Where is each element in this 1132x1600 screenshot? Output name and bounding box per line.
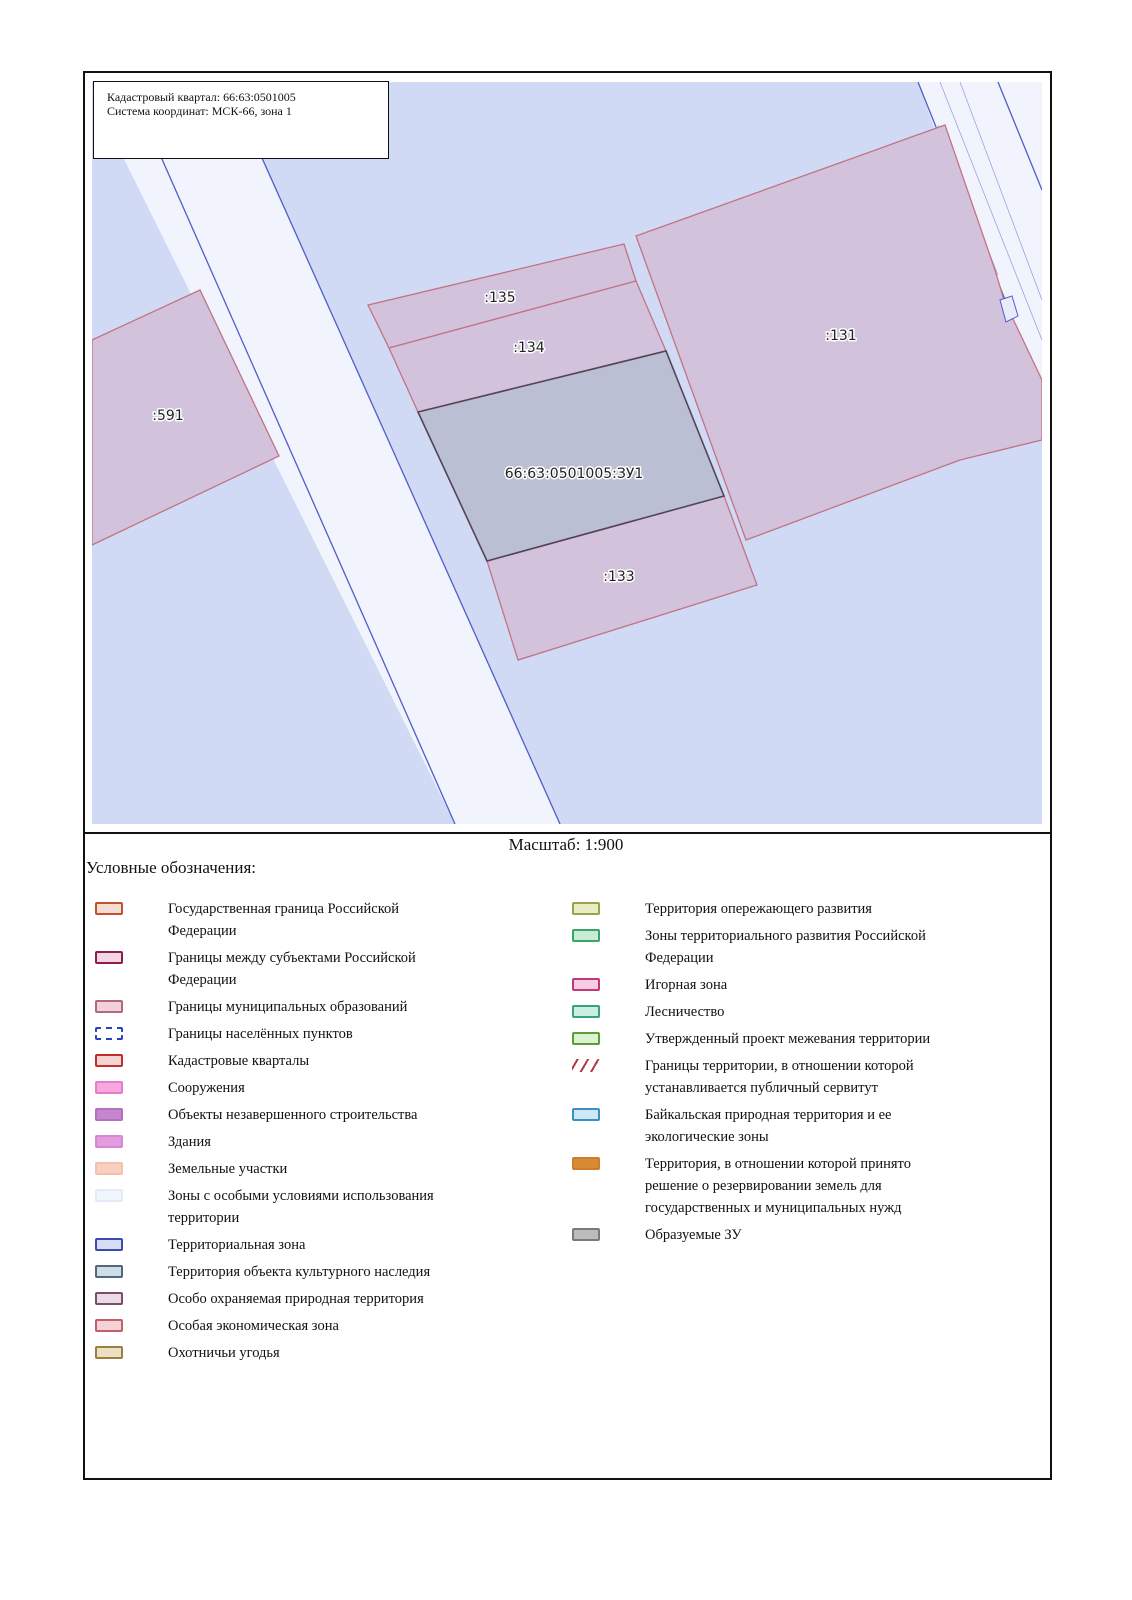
legend-item-label: Особо охраняемая природная территория (168, 1291, 424, 1307)
legend-item (95, 1185, 525, 1229)
legend-item-label: Байкальская природная территория и ее экологические зоны (645, 1107, 892, 1145)
cultural-heritage-swatch (95, 1265, 123, 1278)
legend-item (95, 996, 525, 1018)
baikal-territory-swatch (572, 1108, 600, 1121)
special-zones-swatch (95, 1189, 123, 1202)
label-parcel-134: :134 (513, 340, 545, 356)
legend-item-label: Объекты незавершенного строительства (168, 1107, 418, 1123)
legend-item (572, 1224, 1002, 1246)
legend-item-label: Границы муниципальных образований (168, 999, 408, 1015)
legend-item (95, 1023, 525, 1045)
legend-item (95, 1315, 525, 1337)
legend-right-column (572, 898, 1002, 1251)
legend-item (95, 1234, 525, 1256)
legend-item-label: Территория объекта культурного наследия (168, 1264, 431, 1280)
legend-title: Условные обозначения: (86, 858, 257, 877)
cadastral-info-box (93, 81, 389, 159)
legend-item (95, 1077, 525, 1099)
legend-item-label: Утвержденный проект межевания территории (645, 1031, 931, 1047)
legend-item-label: Территория опережающего развития (645, 901, 872, 917)
legend-item-label: Игорная зона (645, 977, 728, 993)
cadastral-quarter-swatch (95, 1054, 123, 1067)
legend-item (95, 898, 525, 942)
label-parcel-591: :591 (152, 408, 184, 424)
land-survey-project-swatch (572, 1032, 600, 1045)
territorial-zone-swatch (95, 1238, 123, 1251)
legend-item (95, 1104, 525, 1126)
legend-item-label: Кадастровые кварталы (168, 1053, 310, 1069)
advanced-development-swatch (572, 902, 600, 915)
legend-item-label: Лесничество (645, 1004, 725, 1020)
label-parcel-133: :133 (603, 569, 635, 585)
label-formed-parcel: 66:63:0501005:ЗУ1 (504, 466, 644, 482)
legend-item (95, 1342, 525, 1364)
legend-item-label: Государственная граница Российской Федерации (168, 901, 400, 939)
legend-item-label: Границы между субъектами Российской Федерации (168, 950, 416, 988)
legend-left-column (95, 898, 525, 1369)
buildings-swatch (95, 1135, 123, 1148)
legend-item-label: Здания (168, 1134, 211, 1150)
legend-item-label: Границы населённых пунктов (168, 1026, 353, 1042)
label-parcel-131: :131 (825, 328, 857, 344)
legend-item (95, 1288, 525, 1310)
legend-item (572, 974, 1002, 996)
land-reservation-swatch (572, 1157, 600, 1170)
state-border-swatch (95, 902, 123, 915)
legend-item-label: Земельные участки (168, 1161, 288, 1177)
legend-item-label: Охотничьи угодья (168, 1345, 280, 1361)
structures-swatch (95, 1081, 123, 1094)
legend-item (95, 1131, 525, 1153)
legend-item-label: Территория, в отношении которой принято решение о резервировании земель для государственных и муниципальных нужд (645, 1156, 911, 1216)
economic-zone-swatch (95, 1319, 123, 1332)
legend-item (572, 1001, 1002, 1023)
unfinished-construction-swatch (95, 1108, 123, 1121)
subject-border-swatch (95, 951, 123, 964)
cadastral-map[interactable] (92, 82, 1042, 824)
territorial-development-swatch (572, 929, 600, 942)
coordinate-system-text: Система координат: МСК-66, зона 1 (107, 104, 292, 118)
hunting-grounds-swatch (95, 1346, 123, 1359)
forestry-swatch (572, 1005, 600, 1018)
land-plots-swatch (95, 1162, 123, 1175)
formed-plots-swatch (572, 1228, 600, 1241)
legend-item (95, 1261, 525, 1283)
legend-item-label: Границы территории, в отношении которой устанавливается публичный сервитут (645, 1058, 914, 1096)
municipal-border-swatch (95, 1000, 123, 1013)
legend-item (572, 898, 1002, 920)
legend-item (95, 1158, 525, 1180)
legend-item (572, 925, 1002, 969)
legend-item-label: Образуемые ЗУ (645, 1227, 742, 1243)
label-parcel-135: :135 (484, 290, 516, 306)
protected-area-swatch (95, 1292, 123, 1305)
map-legend-divider (83, 832, 1052, 834)
map-scale: Масштаб: 1:900 (508, 835, 624, 854)
legend-item (95, 1050, 525, 1072)
legend-item-label: Зоны территориального развития Российской Федерации (645, 928, 926, 966)
legend-item-label: Особая экономическая зона (168, 1318, 339, 1334)
legend-item (572, 1153, 1002, 1219)
legend-item (95, 947, 525, 991)
public-servitude-swatch (572, 1059, 600, 1072)
legend-item-label: Сооружения (168, 1080, 245, 1096)
gambling-zone-swatch (572, 978, 600, 991)
cadastral-quarter-text: Кадастровый квартал: 66:63:0501005 (107, 90, 296, 104)
settlement-border-swatch (95, 1027, 123, 1040)
legend-item (572, 1104, 1002, 1148)
legend-item (572, 1028, 1002, 1050)
legend-item (572, 1055, 1002, 1099)
legend-item-label: Территориальная зона (168, 1237, 306, 1253)
legend-item-label: Зоны с особыми условиями использования территории (168, 1188, 434, 1226)
